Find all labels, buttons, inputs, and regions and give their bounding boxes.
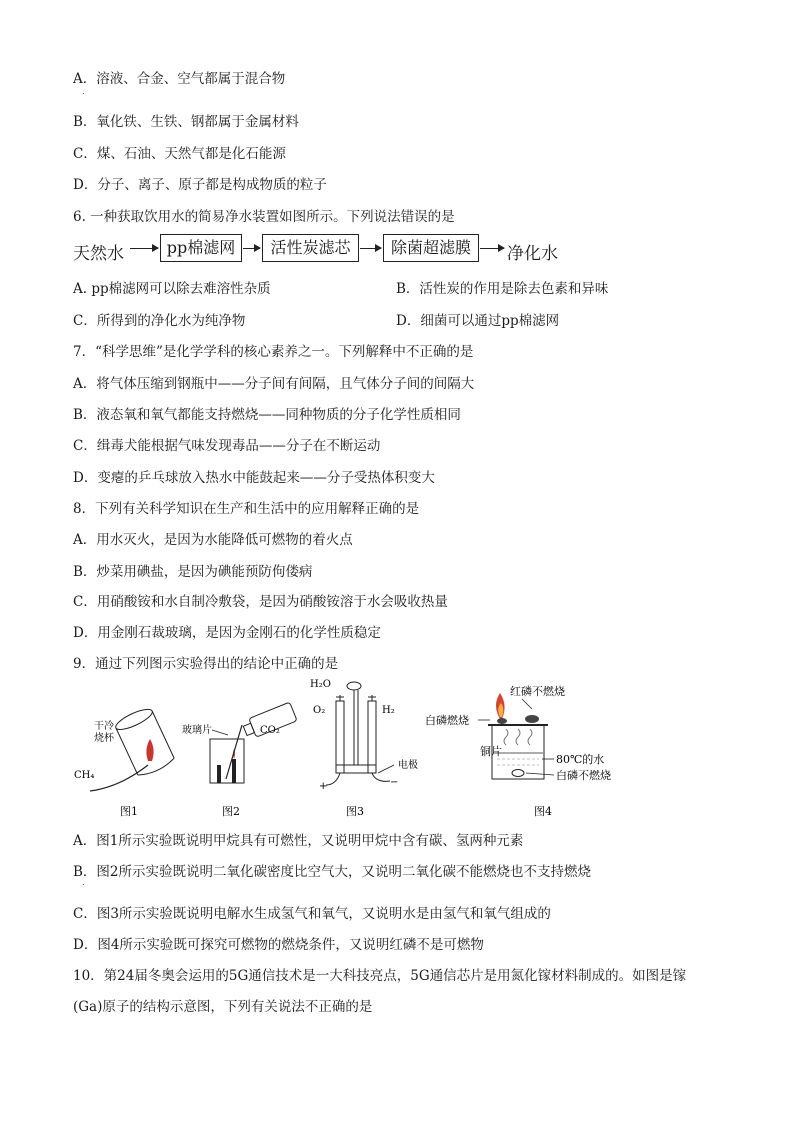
q8-option-a: A．用水灭火，是因为水能降低可燃物的着火点 [73, 532, 353, 548]
fig2-label-glass: 玻璃片 [182, 725, 212, 736]
q5-option-c: C．煤、石油、天然气都是化石能源 [73, 146, 286, 162]
flow-arrow-icon [130, 248, 158, 249]
q7-option-a: A．将气体压缩到钢瓶中——分子间有间隔，且气体分子间的间隔大 [73, 376, 475, 392]
q5-option-d: D．分子、离子、原子都是构成物质的粒子 [73, 177, 327, 193]
q8-stem: 8．下列有关科学知识在生产和生活中的应用解释正确的是 [73, 501, 420, 517]
fig4-white-p-no-label: 白磷不燃烧 [556, 769, 611, 782]
fig2-co2-candles [182, 702, 297, 818]
funnel-icon [347, 682, 361, 690]
fig3-o2-label: O₂ [313, 705, 326, 716]
fig3-caption: 图3 [346, 805, 364, 818]
fig3-electrolysis [310, 679, 418, 818]
q8-option-d: D．用金刚石裁玻璃，是因为金刚石的化学性质稳定 [73, 625, 381, 641]
fig3-electrode-label: 电极 [398, 760, 418, 771]
q10-stem-line2: (Ga)原子的结构示意图，下列有关说法不正确的是 [73, 999, 373, 1015]
flow-step-pp-filter: pp棉滤网 [160, 234, 242, 262]
fig4-hot-water-label: 80℃的水 [556, 753, 605, 766]
flow-step-carbon-filter: 活性炭滤芯 [262, 234, 359, 262]
fig4-white-p-burn-label: 白磷燃烧 [425, 714, 469, 727]
q9-option-c: C．图3所示实验既说明电解水生成氢气和氧气，又说明水是由氢气和氧气组成的 [73, 906, 551, 922]
q8-option-c: C．用硝酸铵和水自制冷敷袋，是因为硝酸铵溶于水会吸收热量 [73, 594, 448, 610]
q9-option-b: B．图2所示实验既说明二氧化碳密度比空气大，又说明二氧化碳不能燃烧也不支持燃烧 [73, 864, 592, 880]
flow-step-natural-water: 天然水 [73, 244, 124, 264]
q7-option-b: B．液态氧和氧气都能支持燃烧——同种物质的分子化学性质相同 [73, 407, 461, 423]
fig3-h2-label: H₂ [382, 705, 395, 716]
q9-stem: 9．通过下列图示实验得出的结论中正确的是 [73, 656, 339, 672]
q6-stem: 6. 一种获取饮用水的简易净水装置如图所示。下列说法错误的是 [73, 209, 455, 225]
q6-option-d: D．细菌可以通过pp棉滤网 [396, 313, 560, 329]
q8-option-b: B．炒菜用碘盐，是因为碘能预防佝偻病 [73, 564, 313, 580]
fig3-plus: + [319, 781, 328, 792]
fig1-methane-combustion [74, 706, 176, 818]
flame-icon [146, 739, 153, 761]
fig3-water-label: H₂O [310, 679, 331, 690]
q6-option-a: A. pp棉滤网可以除去难溶性杂质 [73, 281, 271, 297]
fig2-caption: 图2 [222, 805, 240, 818]
stray-dot: . [82, 87, 85, 97]
flow-arrow-icon [360, 248, 381, 249]
q10-stem-line1: 10．第24届冬奥会运用的5G通信技术是一大科技亮点，5G通信芯片是用氮化镓材料制成的。如图是镓 [73, 968, 687, 984]
q7-option-c: C．缉毒犬能根据气味发现毒品——分子在不断运动 [73, 438, 381, 454]
q9-option-d: D．图4所示实验既可探究可燃物的燃烧条件，又说明红磷不是可燃物 [73, 937, 484, 953]
flow-arrow-icon [243, 248, 260, 249]
fig1-label-cup2: 烧杯 [94, 733, 114, 744]
q6-option-b: B．活性炭的作用是除去色素和异味 [396, 281, 609, 297]
flow-arrow-icon [480, 248, 504, 249]
q9-experiment-figures [60, 673, 660, 823]
fig4-copper-label: 铜片 [480, 745, 502, 758]
fig4-combustion-conditions [425, 684, 611, 818]
flow-step-purified-water: 净化水 [507, 244, 558, 264]
fig3-minus: − [390, 777, 399, 788]
gas-tube [90, 765, 148, 791]
stray-dot: . [82, 878, 85, 888]
fig4-red-p-label: 红磷不燃烧 [510, 685, 565, 698]
q5-option-a: A．溶液、合金、空气都属于混合物 [73, 71, 286, 87]
q6-option-c: C．所得到的净化水为纯净物 [73, 313, 246, 329]
fig2-gas-label: CO₂ [260, 725, 280, 736]
q9-option-a: A．图1所示实验既说明甲烷具有可燃性，又说明甲烷中含有碳、氢两种元素 [73, 833, 524, 849]
fig1-caption: 图1 [120, 805, 138, 818]
water-purification-flow [73, 232, 633, 266]
q7-option-d: D．变瘪的乒乓球放入热水中能鼓起来——分子受热体积变大 [73, 470, 435, 486]
flow-step-uf-membrane: 除菌超滤膜 [383, 234, 479, 262]
q7-stem: 7．“科学思维”是化学学科的核心素养之一。下列解释中不正确的是 [73, 344, 474, 360]
q5-option-b: B．氧化铁、生铁、钢都属于金属材料 [73, 114, 299, 130]
fig4-caption: 图4 [534, 805, 552, 818]
fig1-label-cup1: 干冷 [94, 721, 114, 732]
fig1-gas-label: CH₄ [74, 770, 95, 781]
